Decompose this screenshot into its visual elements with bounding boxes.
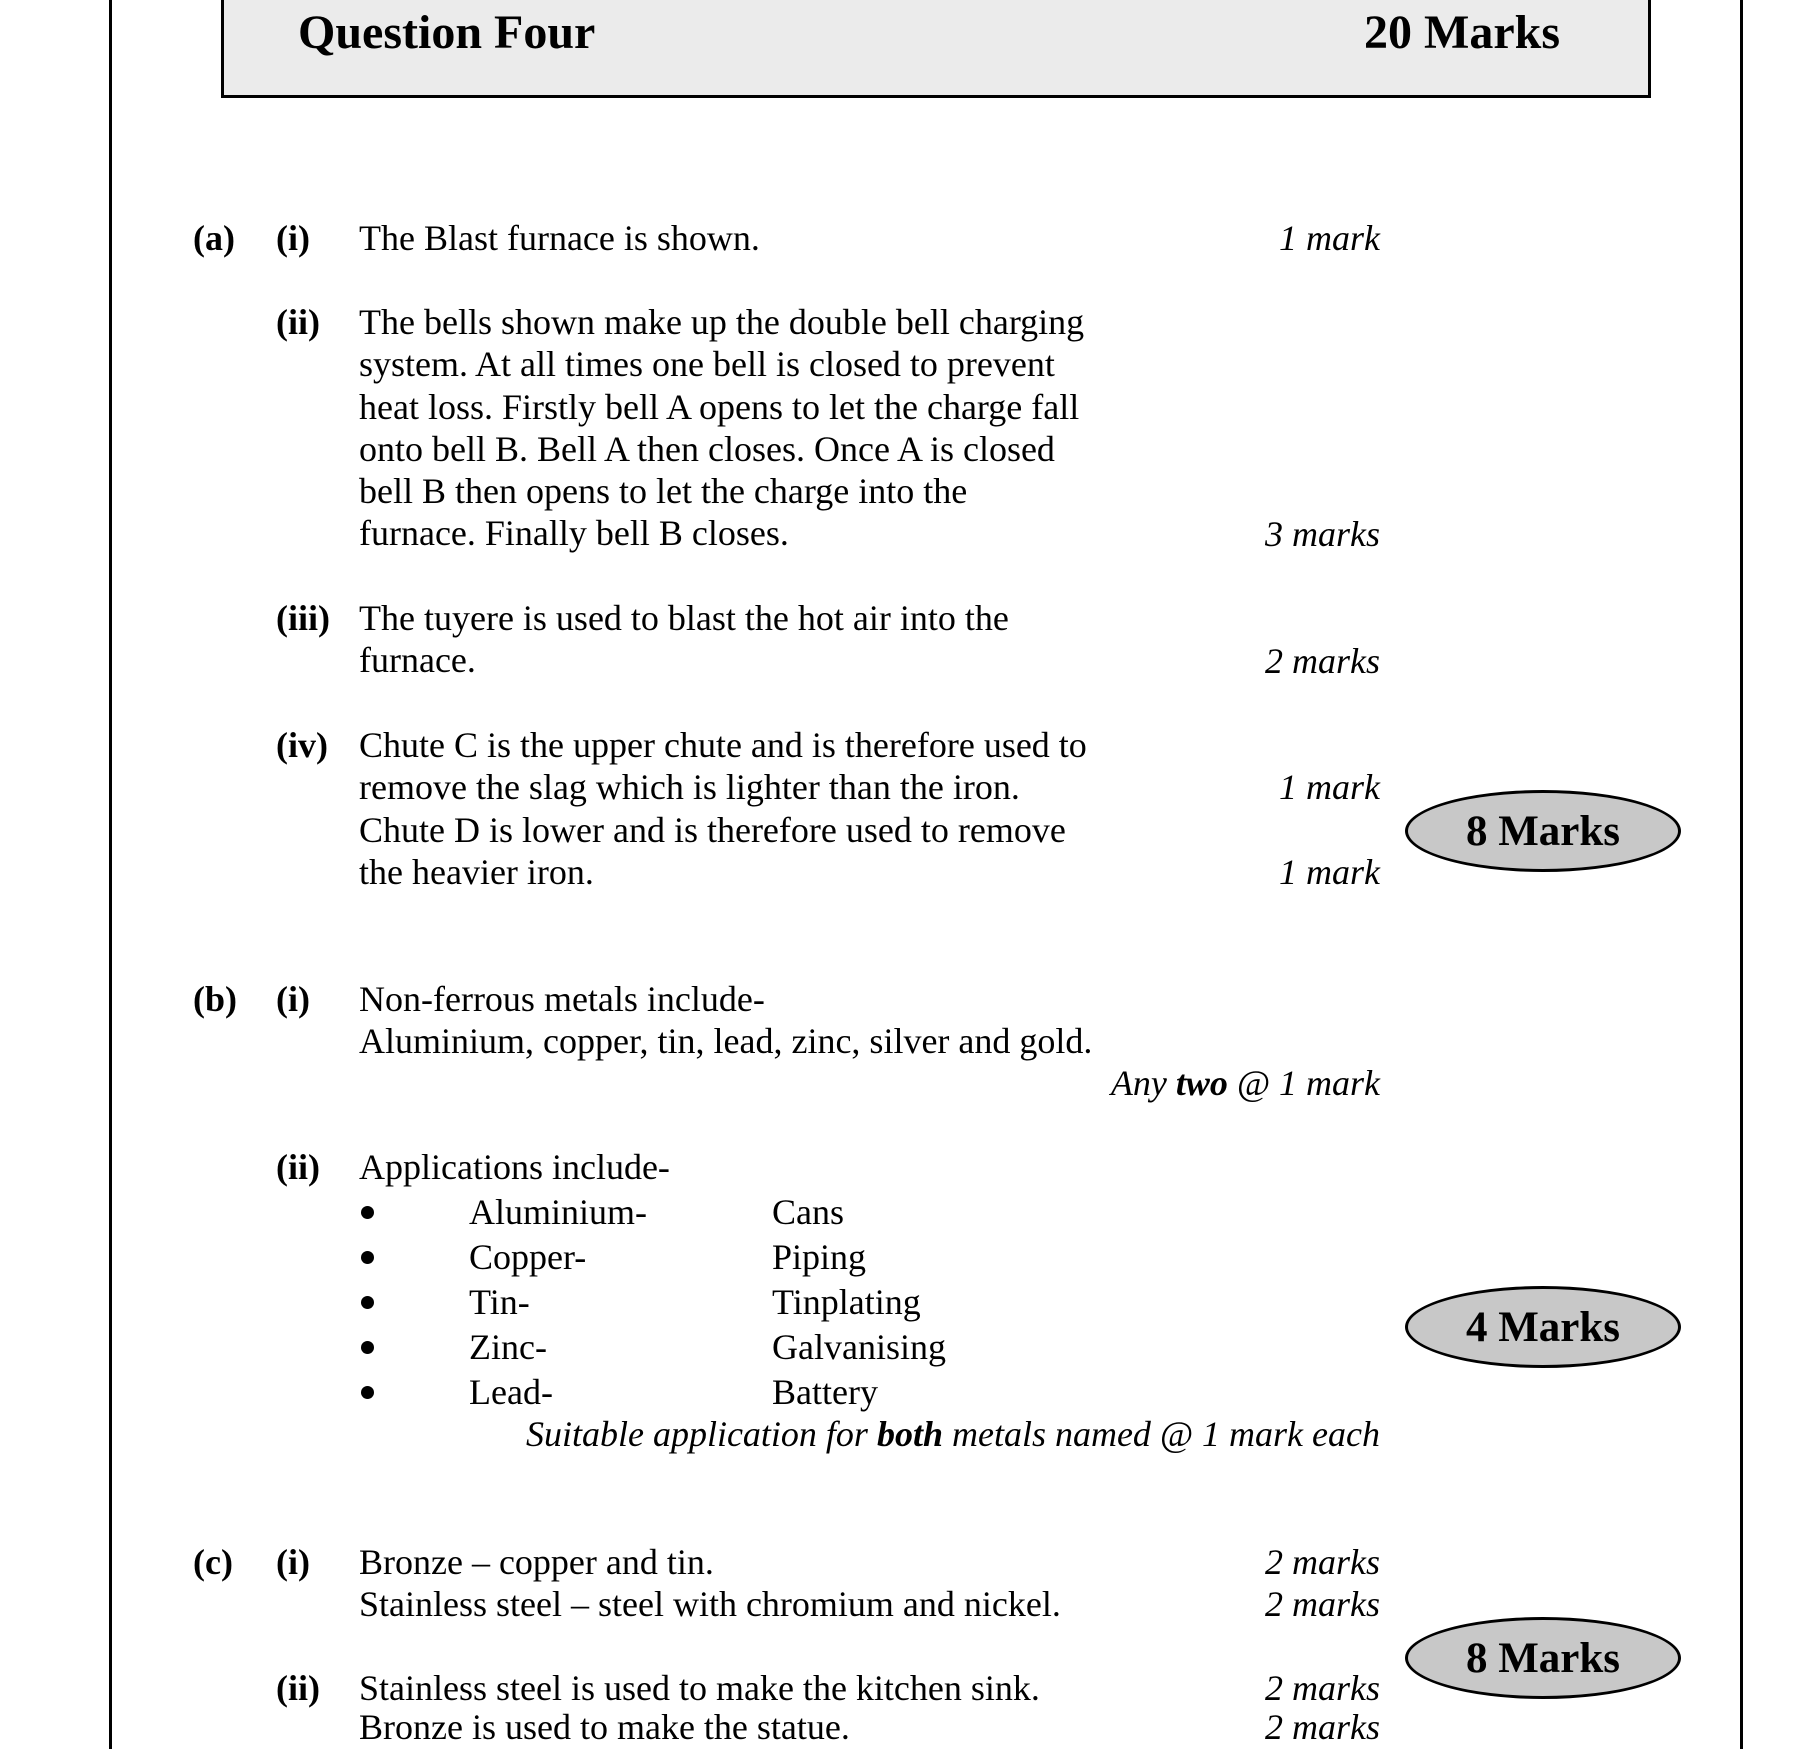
b-ii-note-bold: both: [876, 1414, 943, 1454]
b-ii-metal: Tin-: [469, 1282, 530, 1322]
a-i-text: The Blast furnace is shown.: [359, 218, 760, 258]
a-iii-line: furnace.: [359, 640, 476, 681]
c-i-line-1: Bronze – copper and tin.: [359, 1542, 714, 1582]
a-ii-line: heat loss. Firstly bell A opens to let the charge fall: [359, 386, 1080, 427]
bullet-icon: [361, 1251, 374, 1264]
b-ii-note-pre: Suitable application for: [525, 1414, 877, 1454]
b-i-label: (i): [276, 979, 310, 1019]
part-b-total-badge: 4 Marks: [1405, 1286, 1681, 1368]
b-ii-use: Cans: [772, 1192, 844, 1232]
c-i-line-2: Stainless steel – steel with chromium and nickel.: [359, 1584, 1061, 1624]
a-iv-line: the heavier iron.: [359, 851, 594, 892]
b-ii-metal: Copper-: [469, 1237, 587, 1277]
frame-right-border: [1740, 0, 1743, 1749]
part-c-label: (c): [193, 1542, 233, 1582]
bullet-icon: [361, 1386, 374, 1399]
frame-left-border: [109, 0, 112, 1749]
a-ii-label: (ii): [276, 302, 320, 342]
a-iii-text: [359, 597, 1009, 682]
a-iv-label: (iv): [276, 725, 328, 765]
a-iii-mark: 2 marks: [1265, 641, 1380, 681]
b-ii-use: Piping: [772, 1237, 867, 1277]
c-i-mark-2: 2 marks: [1265, 1584, 1380, 1624]
a-ii-line: bell B then opens to let the charge into the: [359, 471, 968, 512]
b-i-line-1: Non-ferrous metals include-: [359, 979, 765, 1019]
c-i-mark-1: 2 marks: [1265, 1542, 1380, 1582]
c-ii-line-1: Stainless steel is used to make the kitchen sink.: [359, 1668, 1040, 1708]
a-ii-line: onto bell B. Bell A then closes. Once A is closed: [359, 428, 1055, 469]
b-i-mark-pre: Any: [1110, 1063, 1176, 1103]
b-i-mark: [980, 1062, 1380, 1104]
a-i-mark: 1 mark: [1279, 218, 1380, 258]
question-header: [221, 0, 1651, 98]
c-ii-label: (ii): [276, 1668, 320, 1708]
a-iii-label: (iii): [276, 598, 330, 638]
part-b-label: (b): [193, 979, 237, 1019]
a-iii-line: The tuyere is used to blast the hot air into the: [359, 598, 1009, 638]
a-iv-line: remove the slag which is lighter than the iron.: [359, 767, 1020, 808]
question-total-marks: 20 Marks: [1364, 6, 1560, 59]
c-ii-mark-2: 2 marks: [1265, 1707, 1380, 1747]
c-ii-line-2: Bronze is used to make the statue.: [359, 1707, 850, 1747]
a-iv-text: [359, 724, 1087, 893]
a-ii-line: furnace. Finally bell B closes.: [359, 513, 789, 554]
b-ii-metal: Zinc-: [469, 1327, 547, 1367]
b-ii-use: Battery: [772, 1372, 878, 1412]
part-c-total-badge: 8 Marks: [1405, 1617, 1681, 1699]
b-ii-use: Tinplating: [772, 1282, 921, 1322]
bullet-icon: [361, 1296, 374, 1309]
a-iv-line: Chute C is the upper chute and is therefore used to: [359, 725, 1087, 765]
a-iv-mark-1: 1 mark: [1279, 767, 1380, 807]
part-a-total-badge: 8 Marks: [1405, 790, 1681, 872]
part-a-label: (a): [193, 218, 235, 258]
b-ii-label: (ii): [276, 1147, 320, 1187]
b-i-line-2: Aluminium, copper, tin, lead, zinc, silver and gold.: [359, 1021, 1093, 1061]
c-i-label: (i): [276, 1542, 310, 1582]
b-ii-intro: Applications include-: [359, 1147, 670, 1187]
a-ii-line: The bells shown make up the double bell charging: [359, 302, 1085, 342]
b-ii-metal: Lead-: [469, 1372, 553, 1412]
a-ii-mark: 3 marks: [1265, 514, 1380, 554]
bullet-icon: [361, 1341, 374, 1354]
a-iv-line: Chute D is lower and is therefore used to remove: [359, 809, 1066, 850]
question-title: Question Four: [298, 6, 596, 59]
b-ii-metal: Aluminium-: [469, 1192, 647, 1232]
c-ii-mark-1: 2 marks: [1265, 1668, 1380, 1708]
a-iv-mark-2: 1 mark: [1279, 852, 1380, 892]
b-ii-note: [430, 1413, 1380, 1455]
a-i-label: (i): [276, 218, 310, 258]
a-ii-line: system. At all times one bell is closed to prevent: [359, 344, 1055, 385]
b-i-mark-bold: two: [1175, 1063, 1228, 1103]
b-ii-note-post: metals named @ 1 mark each: [942, 1414, 1380, 1454]
a-ii-text: [359, 301, 1084, 555]
b-ii-use: Galvanising: [772, 1327, 946, 1367]
bullet-icon: [361, 1206, 374, 1219]
b-i-mark-post: @ 1 mark: [1227, 1063, 1380, 1103]
